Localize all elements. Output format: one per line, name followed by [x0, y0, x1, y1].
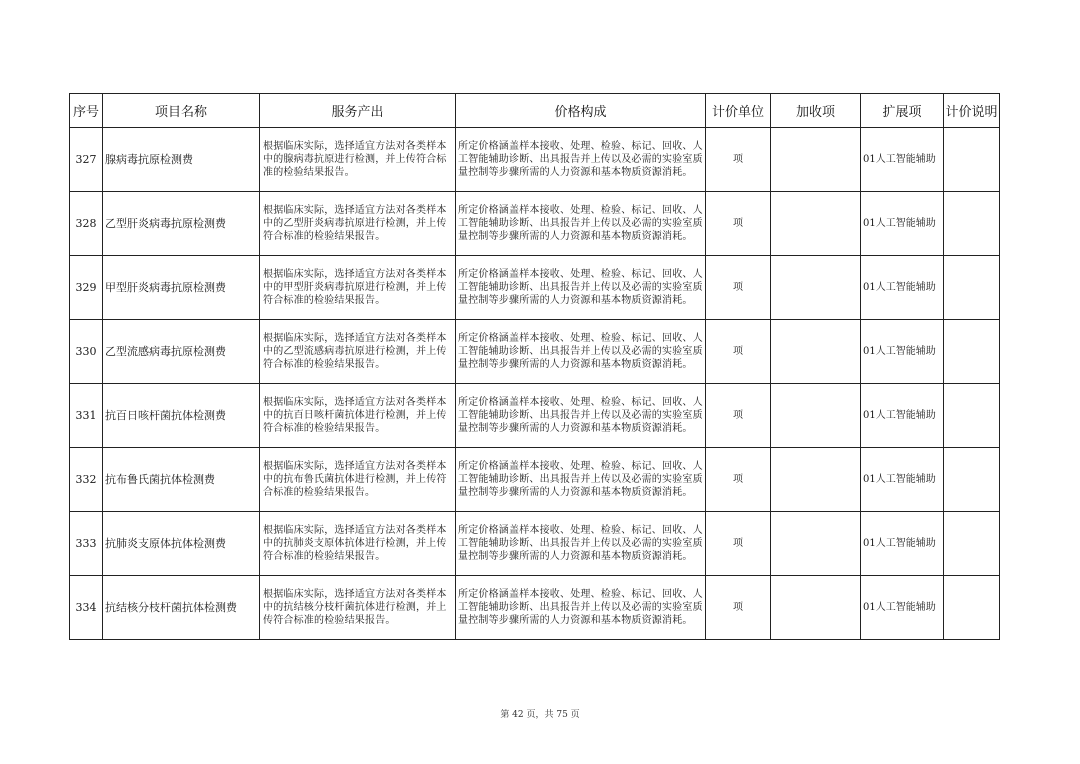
cell-extra [771, 192, 861, 256]
cell-price: 所定价格涵盖样本接收、处理、检验、标记、回收、人工智能辅助诊断、出具报告并上传以及必需的实验室质量控制等步骤所需的人力资源和基本物质资源消耗。 [456, 128, 706, 192]
cell-note [944, 384, 1000, 448]
cell-num: 329 [70, 256, 103, 320]
cell-ext: 01人工智能辅助 [861, 576, 944, 640]
cell-ext: 01人工智能辅助 [861, 128, 944, 192]
table-row [70, 320, 1000, 384]
cell-price: 所定价格涵盖样本接收、处理、检验、标记、回收、人工智能辅助诊断、出具报告并上传以及必需的实验室质量控制等步骤所需的人力资源和基本物质资源消耗。 [456, 256, 706, 320]
cell-num: 330 [70, 320, 103, 384]
cell-price: 所定价格涵盖样本接收、处理、检验、标记、回收、人工智能辅助诊断、出具报告并上传以及必需的实验室质量控制等步骤所需的人力资源和基本物质资源消耗。 [456, 576, 706, 640]
cell-note [944, 320, 1000, 384]
cell-note [944, 448, 1000, 512]
cell-num: 328 [70, 192, 103, 256]
page-number-footer: 第 42 页，共 75 页 [500, 710, 580, 720]
cell-unit: 项 [706, 192, 771, 256]
table-row [70, 576, 1000, 640]
cell-num: 331 [70, 384, 103, 448]
cell-ext: 01人工智能辅助 [861, 192, 944, 256]
cell-note [944, 576, 1000, 640]
header-extra: 加收项 [771, 94, 861, 128]
cell-extra [771, 256, 861, 320]
header-unit: 计价单位 [706, 94, 771, 128]
cell-name: 抗百日咳杆菌抗体检测费 [103, 384, 260, 448]
cell-extra [771, 384, 861, 448]
header-note: 计价说明 [944, 94, 1000, 128]
header-ext: 扩展项 [861, 94, 944, 128]
table-row [70, 192, 1000, 256]
table-row [70, 448, 1000, 512]
cell-note [944, 256, 1000, 320]
cell-num: 332 [70, 448, 103, 512]
header-output: 服务产出 [260, 94, 456, 128]
cell-extra [771, 128, 861, 192]
cell-unit: 项 [706, 512, 771, 576]
cell-ext: 01人工智能辅助 [861, 448, 944, 512]
cell-note [944, 192, 1000, 256]
cell-name: 乙型流感病毒抗原检测费 [103, 320, 260, 384]
cell-output: 根据临床实际，选择适宜方法对各类样本中的甲型肝炎病毒抗原进行检测，并上传符合标准的检验结果报告。 [260, 256, 456, 320]
cell-ext: 01人工智能辅助 [861, 320, 944, 384]
cell-output: 根据临床实际，选择适宜方法对各类样本中的抗布鲁氏菌抗体进行检测，并上传符合标准的检验结果报告。 [260, 448, 456, 512]
cell-name: 抗肺炎支原体抗体检测费 [103, 512, 260, 576]
cell-name: 腺病毒抗原检测费 [103, 128, 260, 192]
cell-num: 333 [70, 512, 103, 576]
cell-name: 抗结核分枝杆菌抗体检测费 [103, 576, 260, 640]
cell-num: 334 [70, 576, 103, 640]
table-row [70, 384, 1000, 448]
table-row [70, 512, 1000, 576]
cell-ext: 01人工智能辅助 [861, 384, 944, 448]
cell-output: 根据临床实际，选择适宜方法对各类样本中的乙型肝炎病毒抗原进行检测，并上传符合标准的检验结果报告。 [260, 192, 456, 256]
table-row [70, 128, 1000, 192]
cell-name: 抗布鲁氏菌抗体检测费 [103, 448, 260, 512]
cell-extra [771, 320, 861, 384]
cell-price: 所定价格涵盖样本接收、处理、检验、标记、回收、人工智能辅助诊断、出具报告并上传以及必需的实验室质量控制等步骤所需的人力资源和基本物质资源消耗。 [456, 448, 706, 512]
cell-unit: 项 [706, 320, 771, 384]
cell-price: 所定价格涵盖样本接收、处理、检验、标记、回收、人工智能辅助诊断、出具报告并上传以及必需的实验室质量控制等步骤所需的人力资源和基本物质资源消耗。 [456, 384, 706, 448]
cell-ext: 01人工智能辅助 [861, 256, 944, 320]
table-row [70, 256, 1000, 320]
fee-table [69, 93, 1000, 640]
cell-output: 根据临床实际，选择适宜方法对各类样本中的抗结核分枝杆菌抗体进行检测，并上传符合标准的检验结果报告。 [260, 576, 456, 640]
cell-num: 327 [70, 128, 103, 192]
cell-extra [771, 448, 861, 512]
cell-unit: 项 [706, 384, 771, 448]
cell-extra [771, 512, 861, 576]
header-num: 序号 [70, 94, 103, 128]
header-price: 价格构成 [456, 94, 706, 128]
cell-name: 甲型肝炎病毒抗原检测费 [103, 256, 260, 320]
header-name: 项目名称 [103, 94, 260, 128]
cell-output: 根据临床实际，选择适宜方法对各类样本中的抗百日咳杆菌抗体进行检测，并上传符合标准的检验结果报告。 [260, 384, 456, 448]
cell-output: 根据临床实际，选择适宜方法对各类样本中的乙型流感病毒抗原进行检测，并上传符合标准的检验结果报告。 [260, 320, 456, 384]
cell-output: 根据临床实际，选择适宜方法对各类样本中的腺病毒抗原进行检测，并上传符合标准的检验结果报告。 [260, 128, 456, 192]
cell-price: 所定价格涵盖样本接收、处理、检验、标记、回收、人工智能辅助诊断、出具报告并上传以及必需的实验室质量控制等步骤所需的人力资源和基本物质资源消耗。 [456, 512, 706, 576]
cell-name: 乙型肝炎病毒抗原检测费 [103, 192, 260, 256]
cell-note [944, 512, 1000, 576]
cell-extra [771, 576, 861, 640]
cell-unit: 项 [706, 128, 771, 192]
cell-ext: 01人工智能辅助 [861, 512, 944, 576]
cell-unit: 项 [706, 576, 771, 640]
cell-price: 所定价格涵盖样本接收、处理、检验、标记、回收、人工智能辅助诊断、出具报告并上传以及必需的实验室质量控制等步骤所需的人力资源和基本物质资源消耗。 [456, 320, 706, 384]
cell-price: 所定价格涵盖样本接收、处理、检验、标记、回收、人工智能辅助诊断、出具报告并上传以及必需的实验室质量控制等步骤所需的人力资源和基本物质资源消耗。 [456, 192, 706, 256]
cell-output: 根据临床实际，选择适宜方法对各类样本中的抗肺炎支原体抗体进行检测，并上传符合标准的检验结果报告。 [260, 512, 456, 576]
cell-unit: 项 [706, 448, 771, 512]
header-row [70, 94, 1000, 128]
cell-note [944, 128, 1000, 192]
cell-unit: 项 [706, 256, 771, 320]
